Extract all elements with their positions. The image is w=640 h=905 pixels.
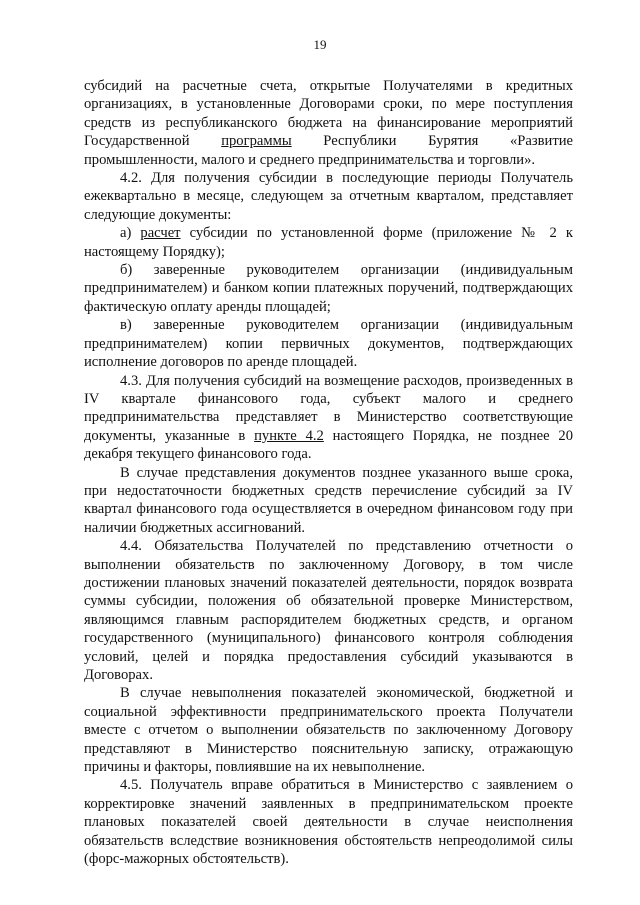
paragraph-subsidy-transfer <box>84 77 573 169</box>
paragraph-4-5: 4.5. Получатель вправе обратиться в Министерство с заявлением о корректировке значений заявленных в предпринимательском проекте плановых показателей своей деятельности в случае неисполнения обязательств вследствие возникновения обстоятельств непреодолимой силы (форс-мажорных обстоятельств). <box>84 777 573 868</box>
paragraph-4-2: 4.2. Для получения субсидии в последующие периоды Получатель ежеквартально в месяце, следующем за отчетным кварталом, представляет следующие документы: <box>84 170 573 223</box>
calculation-link[interactable]: расчет <box>140 225 181 242</box>
paragraph-text: 4.3. Для получения субсидий на возмещение расходов, произведенных в IV квартале финансового года, субъект малого и среднего предпринимательства представляет в Министерство соответствующие документы, указанные в <box>84 372 573 444</box>
text-line: средств из республиканского бюджета на финансирование мероприятий <box>84 114 573 131</box>
paragraph-text: настоящего Порядка, не позднее 20 декабря текущего финансового года. <box>84 427 573 463</box>
text-line: субсидий на расчетные счета, открытые Получателями в кредитных <box>84 78 573 94</box>
list-item-c: в) заверенные руководителем организации (индивидуальным предпринимателем) копии первичных документов, подтверждающих исполнение договоров по аренде площадей. <box>84 317 573 371</box>
text-fragment: Государственной <box>84 133 190 150</box>
paragraph-non-fulfillment: В случае невыполнения показателей экономической, бюджетной и социальной эффективности предпринимательского проекта Получатели вместе с отчетом о выполнении обязательств по заключенному Договору представляют в Министерство пояснительную записку, отражающую причины и факторы, повлиявшие на их невыполнение. <box>84 685 573 776</box>
document-body <box>84 77 573 868</box>
list-item-b: б) заверенные руководителем организации (индивидуальным предпринимателем) и банком копии платежных поручений, подтверждающих фактическую оплату аренды площадей; <box>84 262 573 315</box>
text-line: организациях, в установленные Договорами сроки, по мере поступления <box>84 96 573 113</box>
paragraph-4-4: 4.4. Обязательства Получателей по представлению отчетности о выполнении обязательств по заключенному Договору, в том числе достижении плановых значений показателей деятельности, порядок возврата суммы субсидии, положения об обязательной проверке Министерством, являющимся главным распорядителем бюджетных средств, и органом государственного (муниципального) финансового контроля соблюдения условий, целей и порядка предоставления субсидий указываются в Договорах. <box>84 538 573 683</box>
list-item-text: субсидии по установленной форме (приложение № 2 к настоящему Порядку); <box>84 225 573 260</box>
program-link[interactable]: программы <box>221 133 292 150</box>
list-marker-a: а) <box>120 225 141 242</box>
list-item-a <box>84 224 573 261</box>
clause-4-2-link[interactable]: пункте 4.2 <box>254 427 324 444</box>
text-fragment: Республики Бурятия «Развитие <box>323 133 573 150</box>
text-line <box>84 132 573 150</box>
page-number: 19 <box>313 37 327 52</box>
paragraph-late-submission: В случае представления документов позднее указанного выше срока, при недостаточности бюджетных средств перечисление субсидий за IV квартал финансового года осуществляется в очередном финансовом году при наличии бюджетных ассигнований. <box>84 464 573 536</box>
text-line: промышленности, малого и среднего предпринимательства и торговли». <box>84 151 536 168</box>
paragraph-4-3 <box>84 372 573 464</box>
